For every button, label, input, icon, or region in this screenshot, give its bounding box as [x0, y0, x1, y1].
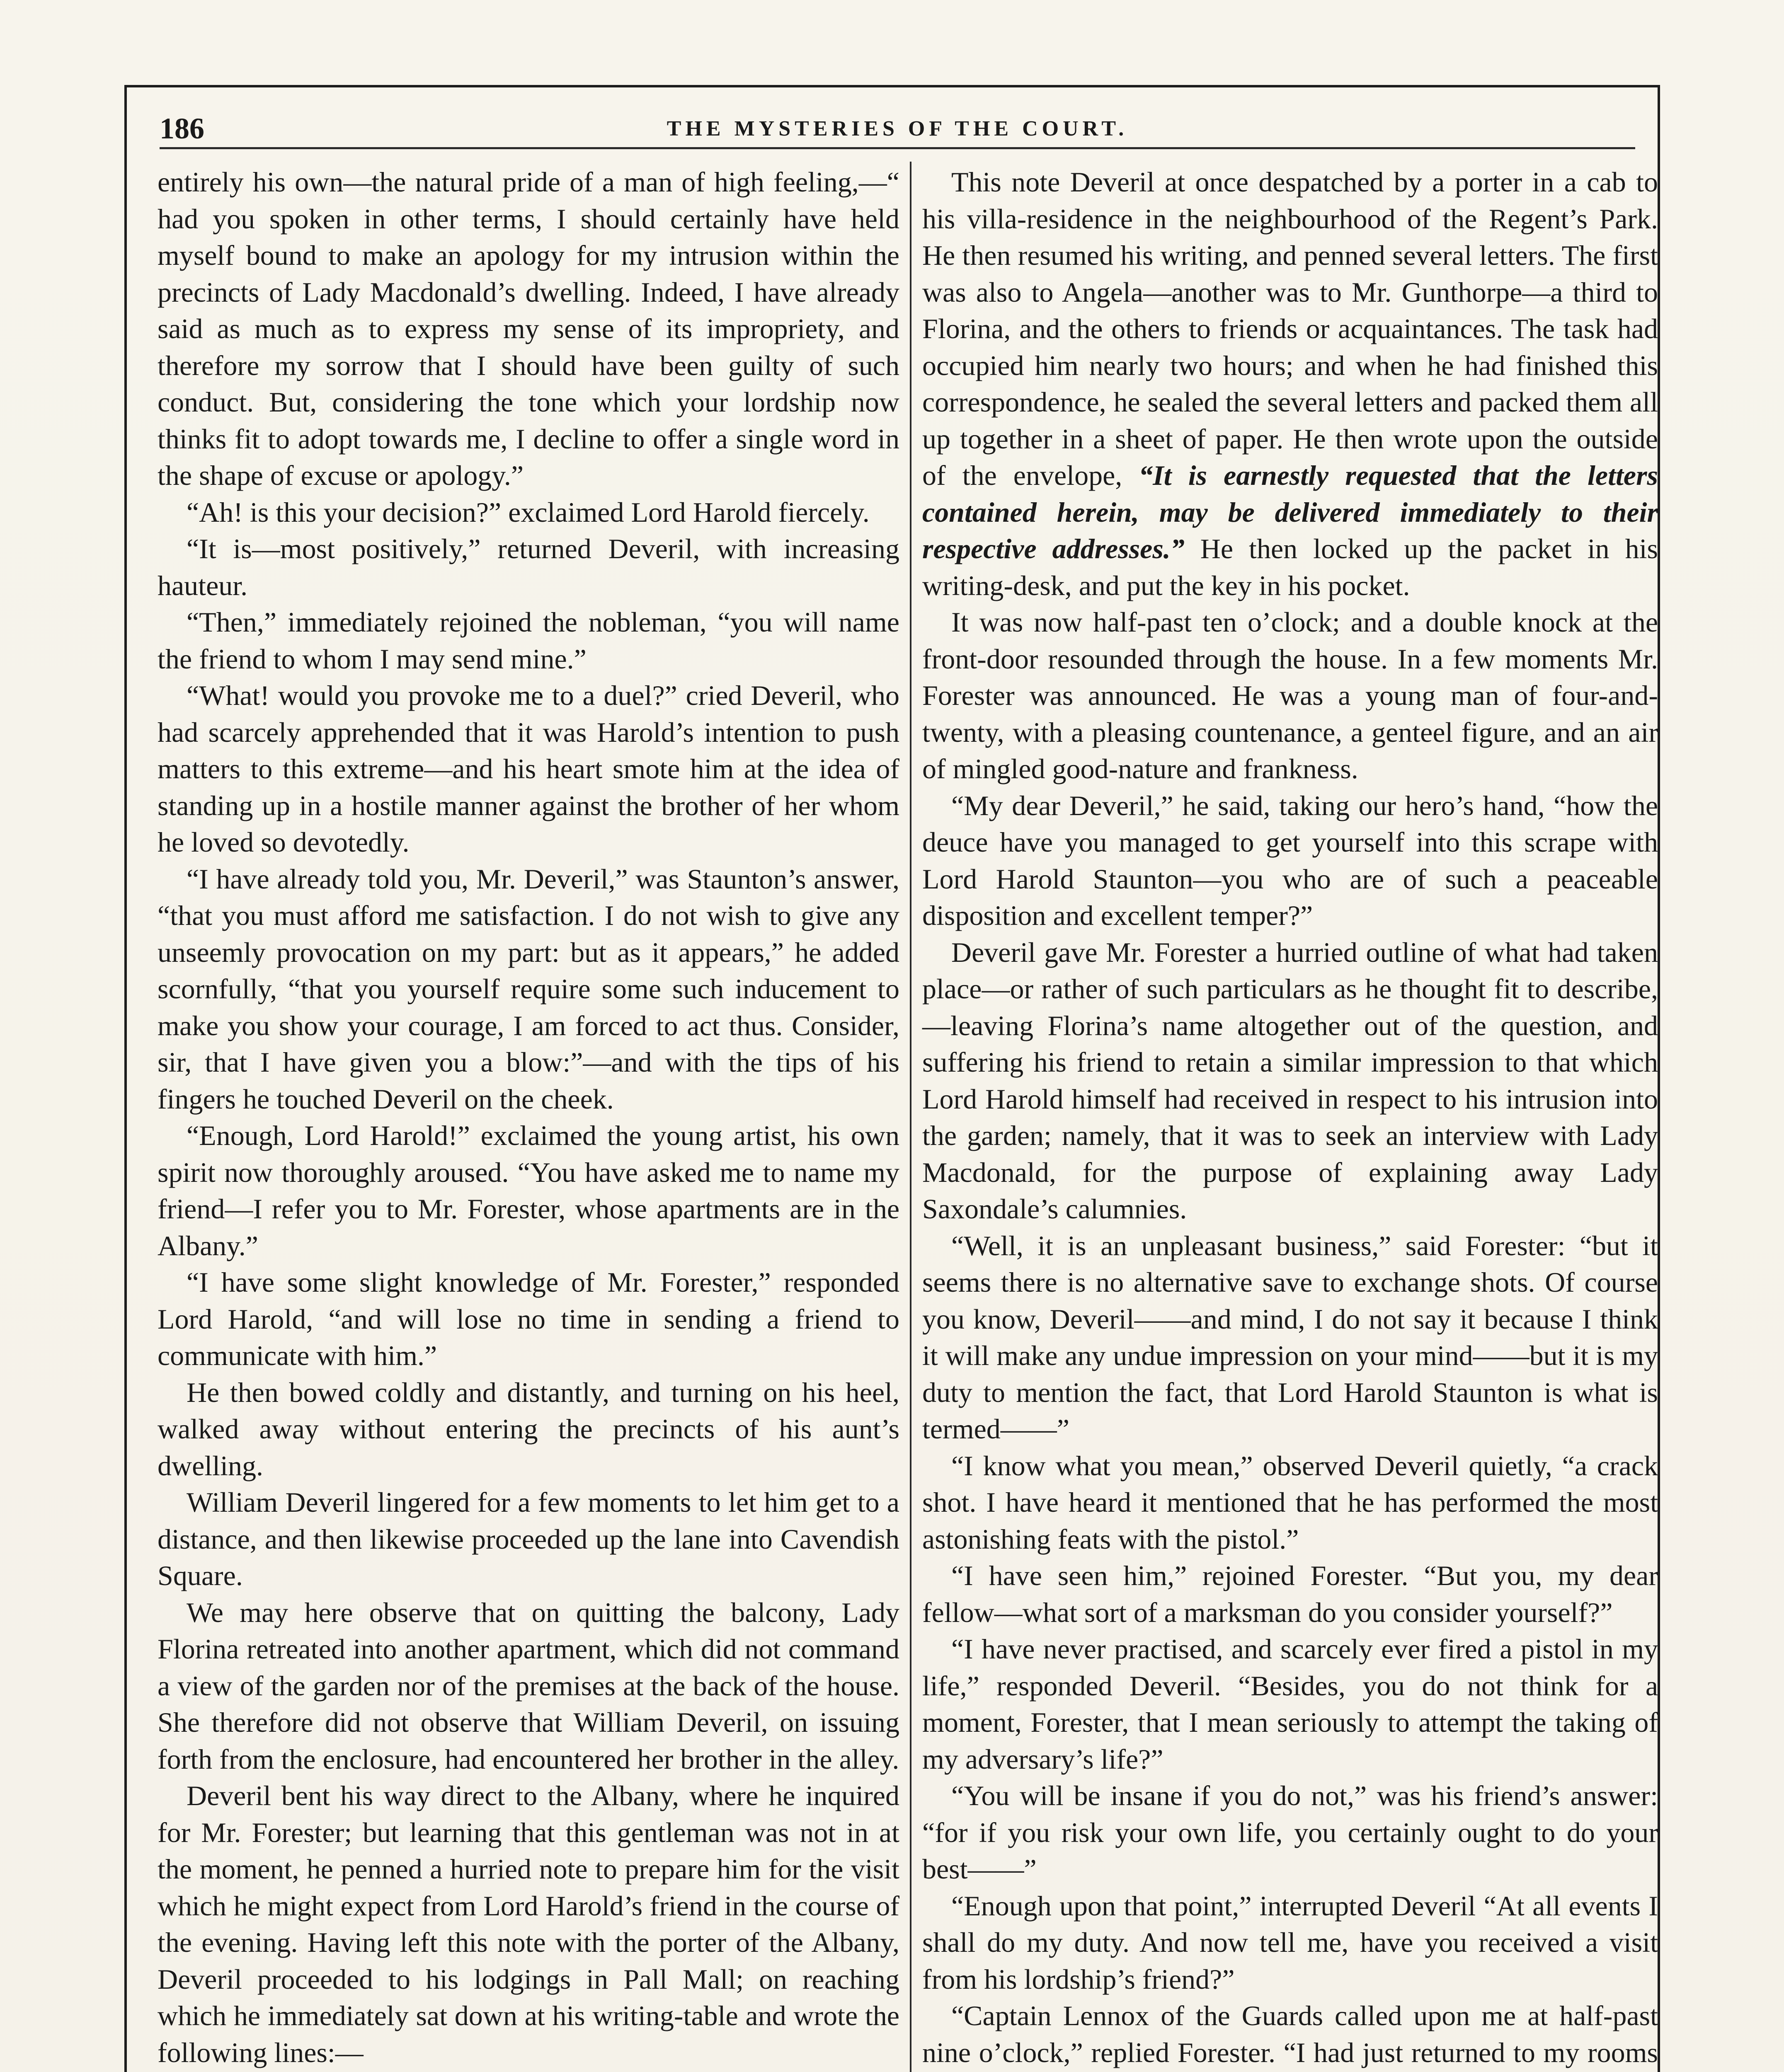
paragraph: “What! would you provoke me to a duel?” cried Deveril, who had scarcely apprehended that it was Harold’s intention to push matters to this extreme—and his heart smote him at the idea of standing up in a hostile manner against the brother of her whom he loved so devotedly. [158, 680, 899, 858]
paragraph: Deveril bent his way direct to the Albany, where he inquired for Mr. Forester; but learning that this gentleman was not in at the moment, he penned a hurried note to prepare him for the visit which he might expect from Lord Harold’s friend in the course of the evening. Having left this note with the porter of the Albany, Deveril proceeded to his lodgings in Pall Mall; on reaching which he immediately sat down at his writing-table and wrote the following lines:— [158, 1780, 899, 2068]
paragraph [922, 164, 1658, 604]
paragraph: “Enough upon that point,” interrupted Deveril “At all events I shall do my duty. And now tell me, have you received a visit from his lordship’s friend?” [922, 1890, 1658, 1995]
paragraph: “I have seen him,” rejoined Forester. “But you, my dear fellow—what sort of a marksman do you consider yourself?” [922, 1560, 1658, 1628]
paragraph: We may here observe that on quitting the balcony, Lady Florina retreated into another apartment, which did not command a view of the garden nor of the premises at the back of the house. She therefore did not observe that William Deveril, on issuing forth from the enclosure, had encountered her brother in the alley. [158, 1596, 899, 1775]
running-head: THE MYSTERIES OF THE COURT. [667, 116, 1128, 140]
paragraph: “Enough, Lord Harold!” exclaimed the young artist, his own spirit now thoroughly aroused. “You have asked me to name my friend—I refer you to Mr. Forester, whose apartments are in the Albany.” [158, 1120, 899, 1261]
paragraph: “You will be insane if you do not,” was his friend’s answer: “for if you risk your own life, you certainly ought to do your best——” [922, 1780, 1658, 1885]
paragraph: “Then,” immediately rejoined the nobleman, “you will name the friend to whom I may send mine.” [158, 606, 899, 675]
paragraph: Deveril gave Mr. Forester a hurried outline of what had taken place—or rather of such particulars as he thought fit to describe,—leaving Florina’s name altogether out of the question, and suffering his friend to retain a similar impression to that which Lord Harold himself had received in respect to his intrusion into the garden; namely, that it was to seek an interview with Lady Macdonald, for the purpose of explaining away Lady Saxondale’s calumnies. [922, 936, 1658, 1225]
column-divider [910, 162, 911, 2072]
paragraph: “I have never practised, and scarcely ever fired a pistol in my life,” responded Deveril. “Besides, you do not think for a moment, Forester, that I mean seriously to attempt the taking of my adversary’s life?” [922, 1633, 1658, 1775]
right-column [922, 164, 1658, 2072]
paragraph: “I have already told you, Mr. Deveril,” was Staunton’s answer, “that you must afford me satisfaction. I do not wish to give any unseemly provocation on my part: but as it appears,” he added scornfully, “that you yourself require some such inducement to make you show your courage, I am forced to act thus. Consider, sir, that I have given you a blow:”—and with the tips of his fingers he touched Deveril on the cheek. [158, 863, 899, 1115]
paragraph: “Well, it is an unpleasant business,” said Forester: “but it seems there is no alternative save to exchange shots. Of course you know, Deveril——and mind, I do not say it because I think it will make any undue impression on your mind——but it is my duty to mention the fact, that Lord Harold Staunton is what is termed——” [922, 1230, 1658, 1445]
paragraph: “I have some slight knowledge of Mr. Forester,” responded Lord Harold, “and will lose no time in sending a friend to communicate with him.” [158, 1266, 899, 1371]
paragraph: “It is—most positively,” returned Deveril, with increasing hauteur. [158, 533, 899, 601]
paragraph: “I know what you mean,” observed Deveril quietly, “a crack shot. I have heard it mentioned that he has performed the most astonishing feats with the pistol.” [922, 1450, 1658, 1555]
paragraph: He then bowed coldly and distantly, and turning on his heel, walked away without entering the precincts of his aunt’s dwelling. [158, 1376, 899, 1481]
paragraph: William Deveril lingered for a few moments to let him get to a distance, and then likewise proceeded up the lane into Cavendish Square. [158, 1486, 899, 1591]
page-header [160, 110, 1635, 149]
paragraph: It was now half-past ten o’clock; and a double knock at the front-door resounded through the house. In a few moments Mr. Forester was announced. He was a young man of four-and-twenty, with a pleasing countenance, a genteel figure, and an air of mingled good-nature and frankness. [922, 606, 1658, 784]
paragraph: “My dear Deveril,” he said, taking our hero’s hand, “how the deuce have you managed to get yourself into this scrape with Lord Harold Staunton—you who are of such a peaceable disposition and excellent temper?” [922, 789, 1658, 931]
paragraph: “Ah! is this your decision?” exclaimed Lord Harold fiercely. [187, 496, 870, 528]
paragraph: “Captain Lennox of the Guards called upon me at half-past nine o’clock,” replied Forester. “I had just returned to my rooms [922, 2000, 1658, 2068]
left-column [158, 164, 899, 2072]
paragraph-text: This note Deveril at once despatched by a porter in a cab to his villa-residence in the neighbourhood of the Regent’s Park. He then resumed his writing, and penned several letters. The first was also to Angela—another was to Mr. Gunthorpe—a third to Florina, and the others to friends or acquaintances. The task had occupied him nearly two hours; and when he had finished this correspondence, he sealed the several letters and packed them all up together in a sheet of paper. He then wrote upon the outside of the envelope, [922, 166, 1658, 491]
page-number: 186 [160, 111, 204, 145]
paragraph-text: He then locked up the packet in his writing-desk, and put the key in his pocket. [922, 533, 1658, 601]
italic-request: “It is earnestly requested that the letters contained herein, may be delivered immediately to their respective addresses.” [922, 460, 1658, 564]
paragraph: entirely his own—the natural pride of a man of high feeling,—“ had you spoken in other terms, I should certainly have held myself bound to make an apology for my intrusion within the precincts of Lady Macdonald’s dwelling. Indeed, I have already said as much as to express my sense of its impropriety, and therefore my sorrow that I should have been guilty of such conduct. But, considering the tone which your lordship now thinks fit to adopt towards me, I decline to offer a single word in the shape of excuse or apology.” [158, 166, 899, 491]
